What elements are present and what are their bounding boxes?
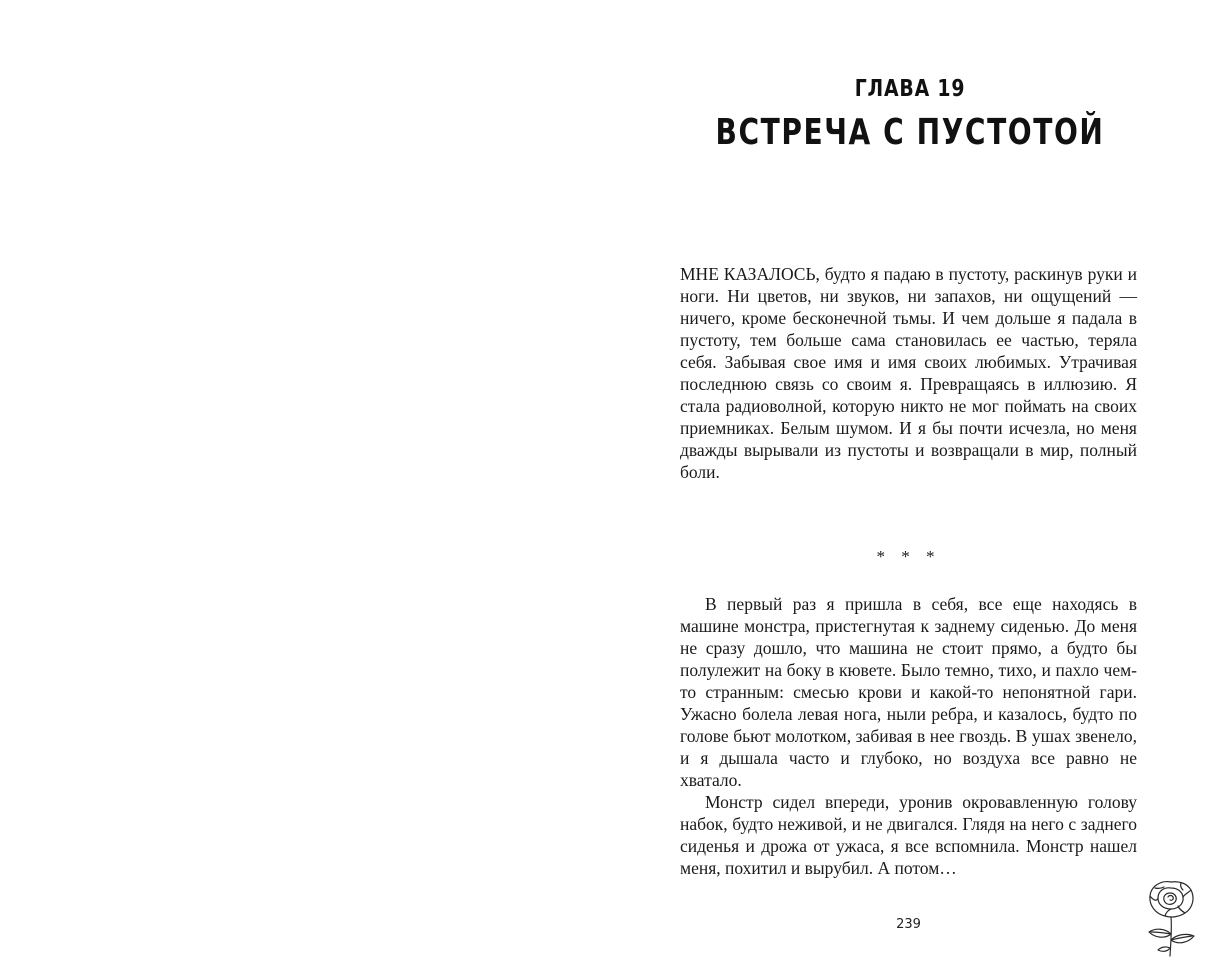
intro-text [680,263,1137,483]
section-separator: * * * [876,547,941,566]
paragraph: Монстр сидел впереди, уронив окровавленную голову набок, будто неживой, и не двигался. Глядя на него с заднего сиденья и дрожа от ужаса, я все вспомнила. Монстр нашел меня, похитил и вырубил. А потом… [680,792,1137,878]
right-page [607,0,1214,971]
page-number: 239 [896,917,921,932]
chapter-number: ГЛАВА 19 [854,76,966,102]
chapter-title: ВСТРЕЧА С ПУСТОТОЙ [715,112,1105,153]
rose-icon [1141,876,1201,958]
body-text [680,593,1137,879]
paragraph: В первый раз я пришла в себя, все еще находясь в машине монстра, пристегнутая к заднему сиденью. До меня не сразу дошло, что машина не стоит прямо, а будто бы полулежит на боку в кювете. Было темно, тихо, и пахло чем-то странным: смесью крови и какой-то непонятной гари. Ужасно болела левая нога, ныли ребра, и казалось, будто по голове бьют молотком, забивая в нее гвоздь. В ушах звенело, и я дышала часто и глубоко, но воздуха все равно не хватало. [680,594,1137,790]
intro-paragraph: МНЕ КАЗАЛОСЬ, будто я падаю в пустоту, раскинув руки и ноги. Ни цветов, ни звуков, ни запахов, ни ощущений — ничего, кроме бесконечной тьмы. И чем дольше я падала в пустоту, тем больше сама становилась ее частью, теряла себя. Забывая свое имя и имя своих любимых. Утрачивая последнюю связь со своим я. Превращаясь в иллюзию. Я стала радиоволной, которую никто не мог поймать на своих приемниках. Белым шумом. И я бы почти исчезла, но меня дважды вырывали из пустоты и возвращали в мир, полный боли. [680,264,1137,482]
